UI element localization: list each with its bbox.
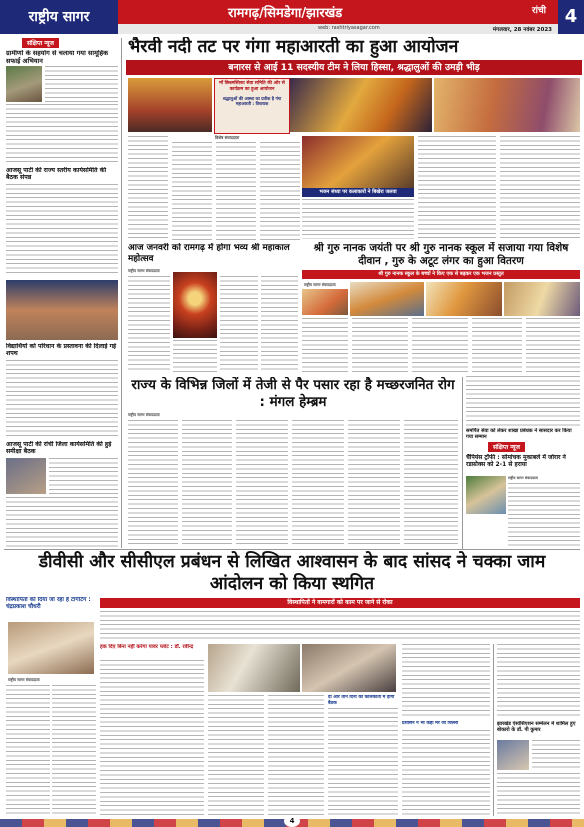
masthead-logo-band bbox=[0, 0, 118, 34]
guru-text-col2 bbox=[352, 318, 408, 374]
bottom-banner-band bbox=[100, 598, 580, 608]
art-photo-bhajan bbox=[302, 136, 414, 188]
bottom-far-right-text-3 bbox=[497, 773, 580, 815]
mahotsav-text-col1 bbox=[128, 276, 170, 372]
right-text-top bbox=[466, 376, 580, 426]
bottom-right-text-2 bbox=[402, 730, 490, 815]
left-item4-text-2 bbox=[6, 497, 118, 547]
lead-text-col2 bbox=[172, 142, 212, 240]
page-number: 4 bbox=[564, 6, 578, 27]
guru-byline: राष्ट्रीय सागर संवाददाता bbox=[304, 282, 336, 287]
left-item3-photo bbox=[6, 280, 118, 340]
masthead-website: web: rashtriyasagar.com bbox=[318, 25, 380, 31]
left-item2-title: आजसू पार्टी की राज्य स्तरीय कार्यसमिति की बैठक संपन्न bbox=[6, 167, 107, 182]
art-caption: भजन संध्या पर कलाकारों ने बिखेरा जलवा bbox=[319, 189, 397, 195]
bottom-text-col2 bbox=[268, 695, 324, 815]
masthead-date-band bbox=[118, 24, 558, 34]
lead-headline: भैरवी नदी तट पर गंगा महाआरती का हुआ आयोजन bbox=[128, 37, 459, 57]
bottom-side-text-2 bbox=[52, 685, 96, 817]
section-label-brief-right: संक्षिप्त न्यूज bbox=[488, 442, 525, 452]
left-item1-text-2 bbox=[6, 104, 118, 164]
bottom-byline: राष्ट्रीय सागर संवाददाता bbox=[8, 677, 40, 682]
left-item2-text bbox=[6, 184, 118, 276]
left-item4-title: आजसू पार्टी की रांची जिला कार्यसमिति की हुई समीक्षा बैठक bbox=[6, 441, 112, 456]
bottom-photo-rally bbox=[208, 644, 300, 692]
guru-photo-4 bbox=[504, 282, 580, 316]
bottom-headline: डीवीसी और सीसीएल प्रबंधन से लिखित आश्वासन के बाद सांसद ने चक्का जाम आंदोलन को किया स्थगित bbox=[38, 552, 546, 594]
lead-text-col3 bbox=[216, 142, 256, 240]
guru-text-col5 bbox=[526, 318, 580, 374]
guru-photo-3 bbox=[426, 282, 502, 316]
bottom-far-right-text-1 bbox=[497, 644, 580, 718]
bottom-far-right-text-2 bbox=[532, 740, 580, 770]
masthead-region: रामगढ़/सिमडेगा/झारखंड bbox=[228, 6, 343, 21]
guru-text-col1 bbox=[302, 318, 348, 374]
health-byline: राष्ट्रीय सागर संवाददाता bbox=[128, 412, 160, 417]
sports-text bbox=[508, 483, 580, 547]
sub-label: विशेष संवाददाता bbox=[215, 135, 240, 140]
lead-photo-hall bbox=[128, 78, 212, 132]
left-item1-title: ग्रामीणों के सहयोग से चलाया गया सामूहिक सफाई अभियान bbox=[6, 50, 109, 65]
right-item2-title: झारखंड ऐसोसिएशन सम्मेलन में शामिल हुए बोकारो के डॉ. पी कुमार bbox=[497, 721, 576, 733]
lead-photo-aarti bbox=[290, 78, 432, 132]
guru-photo-2 bbox=[350, 282, 424, 316]
mahotsav-text-col2 bbox=[173, 340, 217, 372]
sports-photo bbox=[466, 476, 506, 514]
lead-strap: बनारस से आई 11 सदस्यीय टीम ने लिया हिस्सा, श्रद्धालुओं की उमड़ी भीड़ bbox=[228, 62, 480, 73]
page-number-badge bbox=[558, 0, 584, 34]
lead-photo-caption-2: श्रद्धालुओं की आस्था का प्रतीक है गंगा महाआरती : विधायक bbox=[222, 95, 282, 106]
left-column-divider bbox=[121, 38, 122, 548]
guru-sub-band bbox=[302, 270, 580, 279]
guru-text-col4 bbox=[472, 318, 522, 374]
mahotsav-photo-mahakal bbox=[173, 272, 217, 338]
footer-page-number: 4 bbox=[289, 817, 295, 825]
bottom-quote-text bbox=[100, 660, 204, 815]
left-item4-text bbox=[49, 458, 118, 494]
masthead-city: रांची bbox=[531, 6, 546, 16]
left-item4-photo bbox=[6, 458, 46, 494]
mahotsav-byline: राष्ट्रीय सागर संवाददाता bbox=[128, 268, 160, 273]
guru-text-col3 bbox=[412, 318, 468, 374]
right-item2-photo bbox=[497, 740, 529, 770]
lead-text-col5 bbox=[418, 136, 496, 240]
bottom-sub-head-2: प्रशासन ने भी कहा मेरे जी चिल्ला bbox=[402, 721, 459, 726]
health-headline: राज्य के विभिन्न जिलों में तेजी से पैर पसार रहा है मच्छरजनित रोग : मंगल हेम्ब्रम bbox=[131, 377, 455, 410]
bottom-photo-meeting bbox=[302, 644, 396, 692]
health-text-col4 bbox=[292, 420, 344, 546]
bottom-quote-title: हक दिए बिना नहीं करेगा पावर प्लांट : डॉ. रवीन्द्र bbox=[100, 644, 194, 650]
left-item1-photo bbox=[6, 66, 42, 102]
health-text-col3 bbox=[236, 420, 288, 546]
sports-headline: चैंपियंस ट्रॉफी : सोमांचक मुकाबले में जोरार ने रडफ़ोक्स को 2-1 से हराया bbox=[466, 454, 566, 469]
bottom-text-col3 bbox=[328, 708, 398, 815]
right-item-title: समर्पित सेवा को लेकर शाखा प्रबंधक ने सासदार कर किया गया सम्मान bbox=[466, 428, 572, 440]
lead-caption-box bbox=[214, 78, 290, 134]
bottom-sub-head: दो और तीन दिनों को कोलकाता में होगी बैठक bbox=[328, 695, 395, 706]
footer-page-marker bbox=[284, 815, 300, 827]
lead-strap-band bbox=[126, 60, 582, 75]
guru-photo-1 bbox=[302, 289, 348, 315]
bottom-side-photo bbox=[8, 622, 94, 674]
bottom-side-title: विस्थापितों को दिया जा रहा है टार्गेटिंग : चंद्रप्रकाश चौधरी bbox=[6, 597, 91, 610]
health-text-col6 bbox=[404, 420, 458, 546]
health-text-col5 bbox=[348, 420, 400, 546]
lead-text-col6 bbox=[500, 136, 580, 240]
bottom-text-col1 bbox=[208, 695, 264, 815]
mahotsav-headline: आज जनवरी को रामगढ़ में होगा भव्य श्री महाकाल महोत्सव bbox=[128, 243, 290, 264]
masthead-region-band bbox=[118, 0, 558, 24]
mahotsav-text-col4 bbox=[261, 276, 298, 372]
bottom-right-text-1 bbox=[402, 644, 490, 718]
bottom-side-text-1 bbox=[6, 685, 50, 817]
bottom-lead-text bbox=[100, 611, 580, 641]
left-item3-text bbox=[6, 360, 118, 438]
lead-photo-caption: माँ छिन्नमस्तिका सेवा समिति की ओर से कार्यक्रम का हुआ आयोजन bbox=[219, 81, 285, 92]
masthead-date: मंगलवार, 28 नवंबर 2023 bbox=[492, 27, 552, 33]
left-item3-title: विद्यार्थियों को परिधान के प्रस्तावना की दिलाई गई शपथ bbox=[6, 343, 117, 358]
masthead-paper-name: राष्ट्रीय सागर bbox=[28, 9, 90, 25]
art-text bbox=[302, 199, 414, 239]
section-label-brief-left: संक्षिप्त न्यूज bbox=[22, 38, 59, 48]
lead-photo-crowd bbox=[434, 78, 580, 132]
bottom-divider bbox=[4, 549, 580, 550]
health-text-col2 bbox=[182, 420, 232, 546]
bottom-banner: विस्थापितों ने वामगारों को काम पर जाने से रोका bbox=[287, 599, 393, 606]
guru-headline: श्री गुरु नानक जयंती पर श्री गुरु नानक स्कूल में सजाया गया विशेष दीवान , गुरु के अटूट लंगर का हुआ वितरण bbox=[313, 242, 569, 267]
right-column-divider bbox=[462, 377, 463, 549]
lead-text-col1 bbox=[128, 136, 168, 240]
bottom-right-divider bbox=[493, 644, 494, 816]
art-caption-band bbox=[302, 188, 414, 197]
left-item1-text bbox=[45, 66, 118, 102]
mahotsav-text-col3 bbox=[220, 276, 258, 372]
lead-text-col4 bbox=[260, 142, 300, 240]
sports-byline: राष्ट्रीय सागर संवाददाता bbox=[508, 476, 538, 480]
health-text-col1 bbox=[128, 420, 178, 546]
guru-sub: श्री गुरु नानक स्कूल के बच्चों ने किए एक से बढ़कर एक भजन प्रस्तुत bbox=[378, 271, 504, 277]
